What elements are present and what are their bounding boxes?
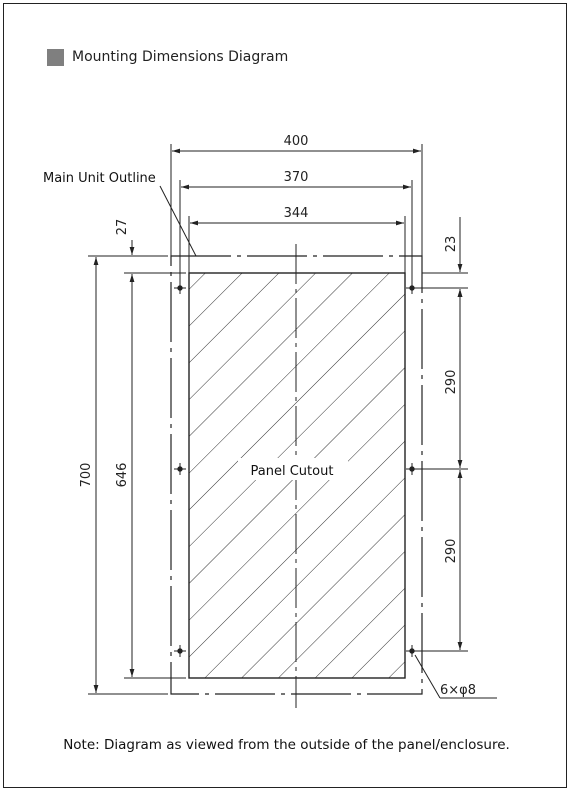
dim-label-23: 23	[444, 235, 459, 253]
mounting-hole	[174, 282, 186, 294]
dim-label-700: 700	[79, 462, 94, 488]
dim-label-370: 370	[283, 170, 309, 185]
holes-leader	[415, 655, 440, 698]
holes-callout-label: 6×φ8	[440, 683, 477, 698]
dim-label-290-upper: 290	[444, 369, 459, 395]
diagram-title: Mounting Dimensions Diagram	[72, 49, 289, 65]
main-unit-outline-leader	[160, 186, 196, 256]
dim-label-344: 344	[283, 206, 309, 221]
dim-label-400: 400	[283, 134, 309, 149]
dim-label-27: 27	[115, 218, 130, 236]
main-unit-outline-label: Main Unit Outline	[43, 171, 156, 186]
mounting-hole	[174, 463, 186, 475]
panel-cutout-label: Panel Cutout	[250, 464, 334, 479]
mounting-hole	[174, 645, 186, 657]
dim-label-646: 646	[115, 462, 130, 488]
diagram-note: Note: Diagram as viewed from the outside of the panel/enclosure.	[63, 737, 510, 753]
dim-label-290-lower: 290	[444, 538, 459, 564]
